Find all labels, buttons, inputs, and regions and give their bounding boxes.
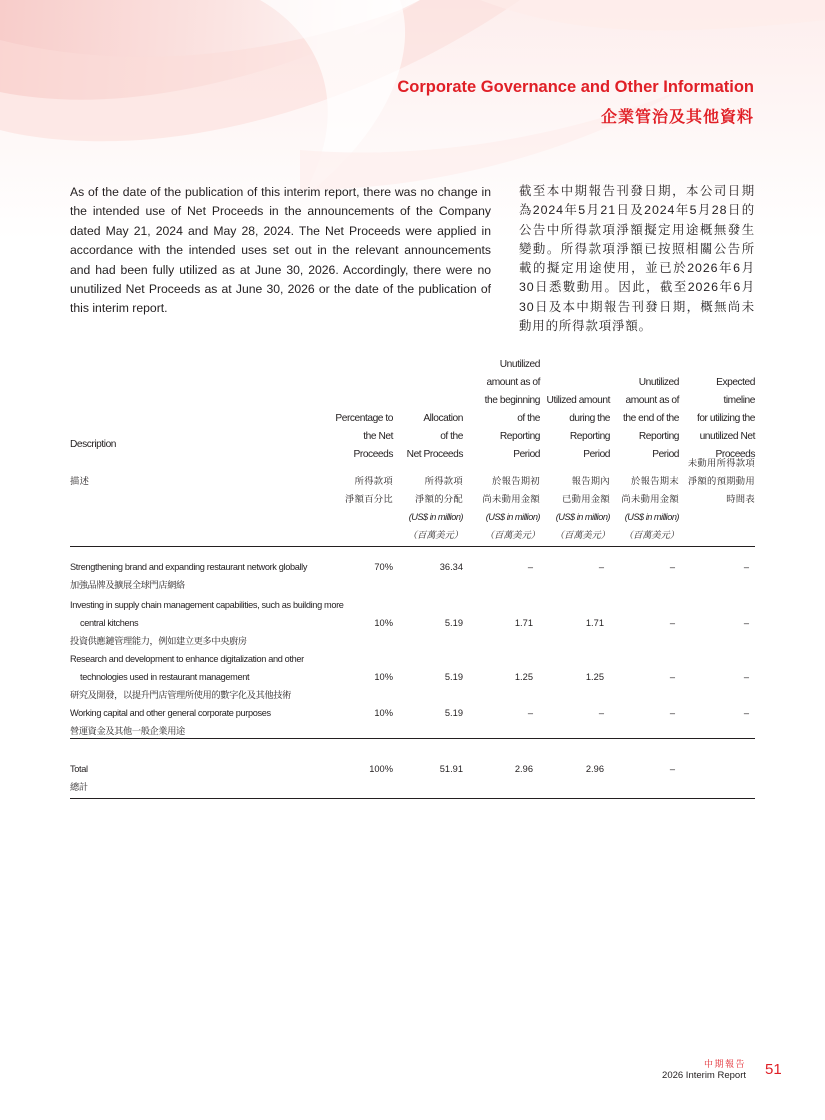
- table-cell: 1.71: [585, 618, 604, 628]
- table-cell: 1.25: [585, 672, 604, 682]
- total-label-zh: 總計: [70, 782, 88, 792]
- table-cell: –: [743, 672, 749, 682]
- row-label-en: Research and development to enhance digitalization and other: [70, 654, 304, 664]
- row-label-en: central kitchens: [80, 618, 139, 628]
- column-header-en-line: unutilized Net: [699, 431, 755, 442]
- column-header-zh-line: 於報告期初: [492, 476, 540, 486]
- unit-label-zh: （百萬美元）: [554, 530, 610, 540]
- table-cell: 70%: [374, 562, 393, 572]
- column-header-en-line: Proceeds: [715, 449, 755, 460]
- table-cell: –: [743, 562, 749, 572]
- table-cell: –: [527, 708, 533, 718]
- column-header-description: [70, 436, 116, 490]
- column-header-en-line: Net Proceeds: [406, 449, 463, 460]
- column-header-en-line: Expected: [716, 377, 755, 388]
- column-header-en-line: timeline: [723, 395, 755, 406]
- column-header-en-line: Period: [583, 449, 610, 460]
- table-cell: 1.25: [514, 672, 533, 682]
- table-cell: –: [743, 618, 749, 628]
- column-header-en-line: for utilizing the: [696, 413, 755, 424]
- column-header-en-line: amount as of: [625, 395, 679, 406]
- table-cell: 5.19: [444, 672, 463, 682]
- column-header-zh-line: 報告期內: [571, 476, 610, 486]
- footer-report-zh: 中期報告: [703, 1059, 746, 1069]
- column-header-zh-line: 未動用所得款項: [687, 458, 755, 468]
- column-header-en-line: Percentage to: [335, 413, 393, 424]
- intro-paragraph-zh: 截至本中期報告刊發日期，本公司日期為2024年5月21日及2024年5月28日的公告中所得款項淨額擬定用途概無發生變動。所得款項淨額已按照相關公告所載的擬定用途使用，並已於2026年6月30日悉數動用。因此，截至2026年6月30日及本中期報告刊發日期，概無尚未動用的所得款項淨額。: [519, 184, 755, 334]
- column-header-en-line: amount as of: [486, 377, 540, 388]
- column-header-en-line: the beginning: [484, 395, 540, 406]
- total-cell: 100%: [369, 764, 393, 774]
- column-header-en-line: during the: [569, 413, 610, 424]
- row-label-zh: 投資供應鏈管理能力，例如建立更多中央廚房: [70, 636, 247, 646]
- section-title-en: Corporate Governance and Other Information: [397, 78, 754, 96]
- table-cell: 10%: [374, 708, 393, 718]
- column-header-en-line: Reporting: [638, 431, 679, 442]
- column-header-en-line: Unutilized: [499, 359, 540, 370]
- table-cell: 36.34: [439, 562, 463, 572]
- column-header-en-line: Reporting: [569, 431, 610, 442]
- description-header-en: Description: [70, 439, 117, 450]
- column-header-zh-line: 於報告期末: [631, 476, 679, 486]
- row-label-en: Investing in supply chain management capabilities, such as building more: [70, 600, 344, 610]
- table-cell: –: [669, 708, 675, 718]
- table-cell: –: [669, 618, 675, 628]
- column-header-en-line: Proceeds: [353, 449, 393, 460]
- column-header-en-line: Reporting: [499, 431, 540, 442]
- column-header-en-line: of the: [440, 431, 463, 442]
- table-cell: 5.19: [444, 708, 463, 718]
- column-header-zh-line: 時間表: [726, 494, 755, 504]
- table-cell: –: [669, 562, 675, 572]
- column-header-zh-line: 淨額百分比: [345, 494, 393, 504]
- column-header-zh-6: [665, 454, 755, 508]
- column-header-en-line: Period: [652, 449, 679, 460]
- section-title-zh: 企業管治及其他資料: [600, 109, 754, 126]
- column-header-en-line: Utilized amount: [546, 395, 610, 406]
- unit-label-en: (US$ in million): [408, 512, 463, 522]
- table-divider-top: [70, 546, 755, 547]
- column-header-en-line: Period: [513, 449, 540, 460]
- row-label-zh: 研究及開發，以提升門店管理所使用的數字化及其他技術: [70, 690, 291, 700]
- column-header-zh-line: 淨額的預期動用: [687, 476, 755, 486]
- total-cell: –: [669, 764, 675, 774]
- table-cell: –: [743, 708, 749, 718]
- column-header-en-line: Allocation: [423, 413, 463, 424]
- column-header-en-line: of the: [517, 413, 540, 424]
- table-cell: –: [669, 672, 675, 682]
- column-header-en-line: the Net: [363, 431, 393, 442]
- column-header-zh-line: 尚未動用金額: [482, 494, 540, 504]
- table-divider-total: [70, 738, 755, 739]
- column-header-en-line: the end of the: [622, 413, 679, 424]
- table-cell: 10%: [374, 672, 393, 682]
- row-label-en: technologies used in restaurant management: [80, 672, 250, 682]
- table-cell: 10%: [374, 618, 393, 628]
- column-header-zh-line: 所得款項: [354, 476, 393, 486]
- total-label-en: Total: [70, 764, 88, 774]
- table-cell: –: [598, 708, 604, 718]
- table-cell: 5.19: [444, 618, 463, 628]
- description-header-zh: 描述: [70, 476, 90, 486]
- column-header-6: [665, 374, 755, 464]
- column-header-zh-line: 已動用金額: [562, 494, 610, 504]
- column-header-zh-line: 淨額的分配: [415, 494, 463, 504]
- unit-label-en: (US$ in million): [485, 512, 540, 522]
- unit-label-en: (US$ in million): [624, 512, 679, 522]
- table-divider-bottom: [70, 798, 755, 799]
- row-label-zh: 營運資金及其他一般企業用途: [70, 726, 185, 736]
- row-label-en: Working capital and other general corporate purposes: [70, 708, 271, 718]
- row-label-en: Strengthening brand and expanding restaurant network globally: [70, 562, 308, 572]
- unit-label-zh: （百萬美元）: [484, 530, 540, 540]
- unit-label-zh: （百萬美元）: [623, 530, 679, 540]
- intro-paragraph-en: As of the date of the publication of this interim report, there was no change in the intended use of Net Proceeds in the announcements of the Company dated May 21, 2024 and May 28, 2024. The Net Proceeds were applied in accordance with the intended uses set out in the relevant announcements and had been fully utilized as at June 30, 2026. Accordingly, there were no unutilized Net Proceeds as at June 30, 2026 or the date of the publication of this interim report.: [70, 185, 491, 316]
- row-label-zh: 加強品牌及擴展全球門店網絡: [70, 580, 185, 590]
- total-cell: 51.91: [439, 764, 463, 774]
- unit-label-zh: （百萬美元）: [407, 530, 463, 540]
- column-header-en-line: Unutilized: [638, 377, 679, 388]
- total-cell: 2.96: [514, 764, 533, 774]
- page-number: 51: [765, 1061, 782, 1078]
- column-header-zh-line: 尚未動用金額: [621, 494, 679, 504]
- column-header-zh-line: 所得款項: [424, 476, 463, 486]
- table-cell: –: [598, 562, 604, 572]
- unit-label-en: (US$ in million): [555, 512, 610, 522]
- footer-report-en: 2026 Interim Report: [662, 1070, 746, 1081]
- total-cell: 2.96: [585, 764, 604, 774]
- table-cell: –: [527, 562, 533, 572]
- table-cell: 1.71: [514, 618, 533, 628]
